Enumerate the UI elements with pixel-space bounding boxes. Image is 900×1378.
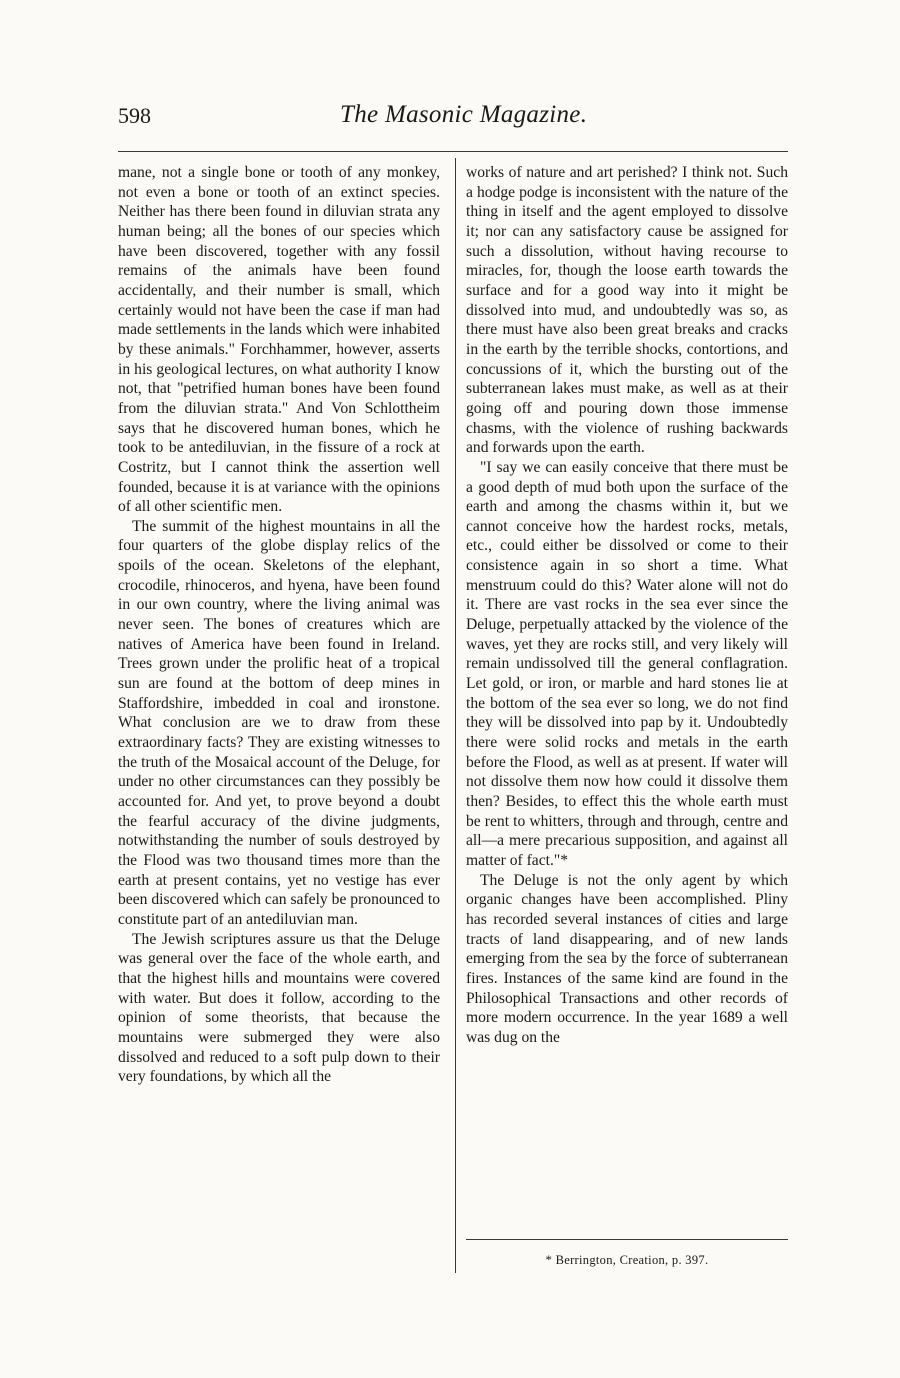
running-head-title: The Masonic Magazine.	[340, 101, 588, 128]
paragraph: The summit of the highest mountains in all the four quarters of the globe display relics of the spoils of the ocean. Skeletons of the elephant, crocodile, rhinoceros, and hyena, have been found in our own country, where the living animal was never seen. The bones of creatures which are natives of America have been found in Ireland. Trees grown under the prolific heat of a tropical sun are found at the bottom of deep mines in Staffordshire, imbedded in coal and ironstone. What conclusion are we to draw from these extraordinary facts? They are existing witnesses to the truth of the Mosaical account of the Deluge, for under no other circumstances can they possibly be accounted for. And yet, to prove beyond a doubt the fearful accuracy of the divine judgments, notwithstanding the number of souls destroyed by the Flood was two thousand times more than the earth at present contains, yet no vestige has ever been discovered which can safely be pronounced to constitute part of an antediluvian man.	[118, 517, 440, 928]
paragraph: works of nature and art perished? I think not. Such a hodge podge is inconsistent with the nature of the thing in itself and the agent employed to dissolve it; nor can any satisfactory cause be assigned for such a dissolution, without having recourse to miracles, for, though the loose earth towards the surface and for a good way into it might be dissolved into mud, and undoubtedly was so, as there must have also been great breaks and cracks in the earth by the terrible shocks, contortions, and concussions of it, which the bursting out of the subterranean lakes must make, as well as at their going off and pouring down those immense chasms, with the violence of rushing backwards and forwards upon the earth.	[466, 164, 788, 457]
column-divider	[455, 158, 456, 1273]
footnote: * Berrington, Creation, p. 397.	[545, 1253, 709, 1267]
left-column	[118, 163, 440, 1087]
page-number: 598	[118, 103, 151, 128]
paragraph: "I say we can easily conceive that there must be a good depth of mud both upon the surface of the earth and among the chasms within it, but we cannot conceive how the hardest rocks, metals, etc., could either be dissolved or come to their consistence again in so short a time. What menstruum could do this? Water alone will not do it. There are vast rocks in the sea ever since the Deluge, perpetually attacked by the violence of the waves, yet they are rocks still, and very likely will remain undissolved till the general conflagration. Let gold, or iron, or marble and hard stones lie at the bottom of the sea ever so long, we do not find they will be dissolved into pap by it. Undoubtedly there were solid rocks and metals in the earth before the Flood, as well as at present. If water will not dissolve them now how could it dissolve them then? Besides, to effect this the whole earth must be rent to whitters, through and through, centre and all—a mere precarious supposition, and against all matter of fact."*	[466, 458, 788, 869]
right-column	[466, 163, 788, 1048]
footnote-rule	[466, 1239, 788, 1240]
paragraph: The Deluge is not the only agent by which organic changes have been accomplished. Pliny has recorded several instances of cities and large tracts of land disappearing, and of new lands emerging from the sea by the force of subterranean fires. Instances of the same kind are found in the Philosophical Transactions and other records of more modern occurrence. In the year 1689 a well was dug on the	[466, 871, 788, 1046]
paragraph: The Jewish scriptures assure us that the Deluge was general over the face of the whole earth, and that the highest hills and mountains were covered with water. But does it follow, according to the opinion of some theorists, that because the mountains were submerged they were also dissolved and reduced to a soft pulp down to their very foundations, by which all the	[118, 930, 440, 1086]
header-rule	[118, 151, 788, 152]
paragraph: mane, not a single bone or tooth of any monkey, not even a bone or tooth of an extinct species. Neither has there been found in diluvian strata any human being; all the bones of our species which have been discovered, together with any fossil remains of the animals have been found accidentally, and their number is small, which certainly would not have been the case if man had made settlements in the lands which were inhabited by these animals." Forchhammer, however, asserts in his geological lectures, on what authority I know not, that "petrified human bones have been found from the diluvian strata." And Von Schlottheim says that he discovered human bones, which he took to be antediluvian, in the fissure of a rock at Costritz, but I cannot think the assertion well founded, because it is at variance with the opinions of all other scientific men.	[118, 164, 440, 516]
